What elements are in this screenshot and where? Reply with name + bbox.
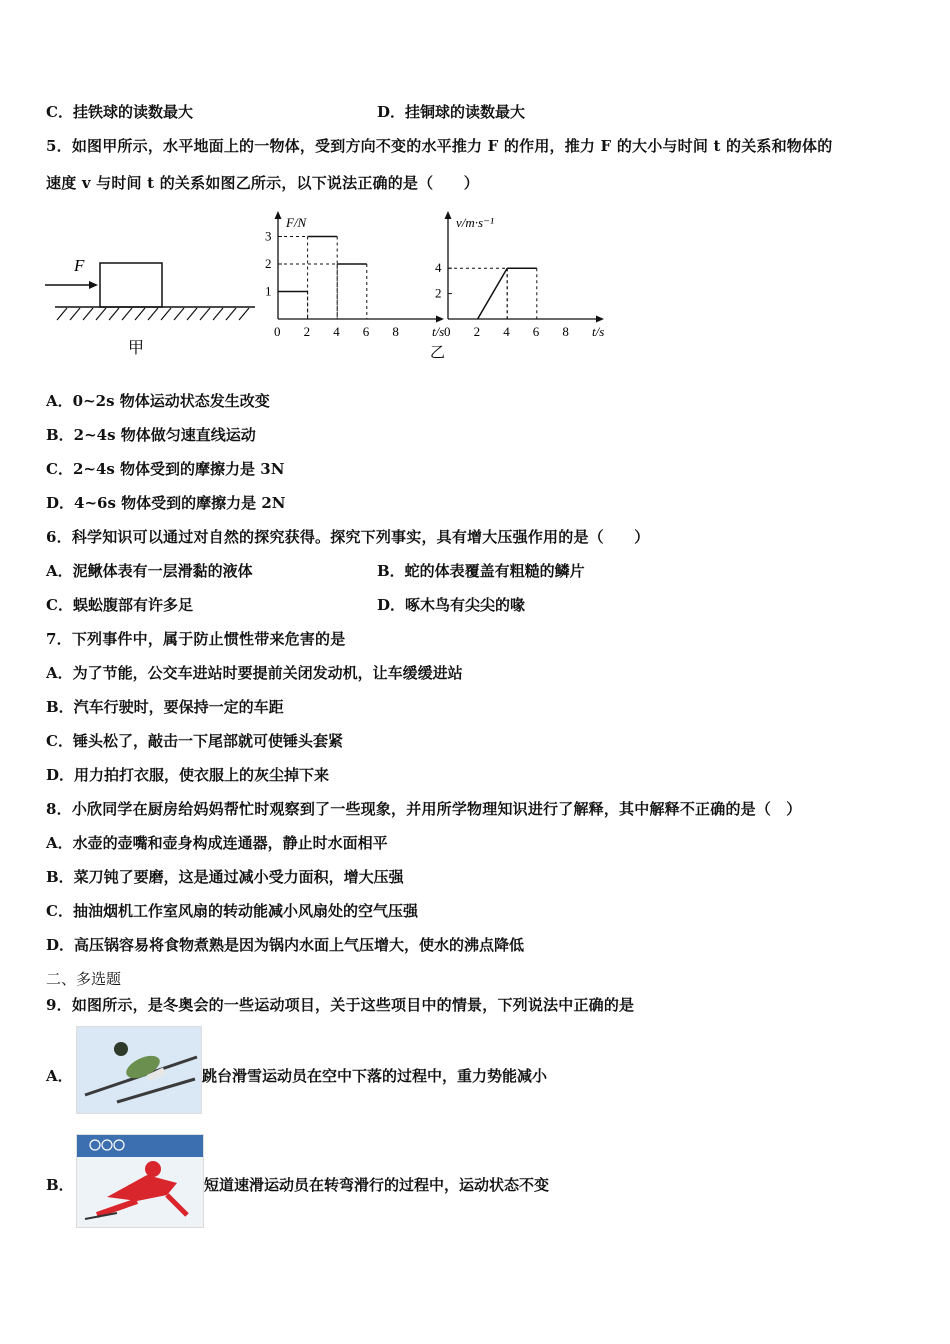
y-axis-arrow — [445, 211, 452, 219]
q7-option-a: A．为了节能，公交车进站时要提前关闭发动机，让车缓缓进站 — [46, 664, 463, 682]
x-tick-label: 2 — [473, 324, 481, 339]
x-tick-label: 0 — [444, 324, 451, 339]
q8-stem: 8．小欣同学在厨房给妈妈帮忙时观察到了一些现象，并用所学物理知识进行了解释，其中解释不正确的是（ ） — [46, 800, 802, 818]
q6-option-d: D．啄木鸟有尖尖的喙 — [377, 596, 526, 614]
ground-hatch — [57, 308, 249, 320]
ski-jumper-image — [77, 1027, 201, 1113]
q5-figure — [40, 205, 620, 365]
x-axis-label: t/s — [432, 324, 445, 339]
speed-skating-photo — [76, 1134, 204, 1228]
x-axis-arrow — [596, 316, 604, 323]
skater-helmet — [145, 1161, 161, 1177]
q7-stem: 7．下列事件中，属于防止惯性带来危害的是 — [46, 630, 346, 648]
jia-label: 甲 — [128, 340, 145, 357]
ski-jump-photo — [76, 1026, 202, 1114]
yi-label: 乙 — [430, 345, 446, 361]
q6-stem: 6．科学知识可以通过对自然的探究获得。探究下列事实，具有增大压强作用的是（ ） — [46, 528, 650, 546]
figure-jia — [45, 256, 255, 357]
q7-option-d: D．用力拍打衣服，使衣服上的灰尘掉下来 — [46, 766, 330, 784]
q5-option-d: D．4~6s 物体受到的摩擦力是 2N — [46, 494, 286, 512]
q9-option-a-letter: A． — [46, 1067, 73, 1085]
x-tick-label: 0 — [274, 324, 281, 339]
x-tick-label: 4 — [333, 324, 340, 339]
q5-stem-line1: 5．如图甲所示，水平地面上的一物体，受到方向不变的水平推力 F 的作用，推力 F 的大小与时间 t 的关系和物体的 — [46, 137, 833, 155]
block — [100, 263, 162, 307]
q7-option-b: B．汽车行驶时，要保持一定的车距 — [46, 698, 284, 716]
q5-option-a: A．0~2s 物体运动状态发生改变 — [46, 392, 270, 410]
q8-option-d: D．高压锅容易将食物煮熟是因为锅内水面上气压增大，使水的沸点降低 — [46, 936, 525, 954]
y-axis-label: F/N — [286, 215, 307, 230]
force-label: F — [74, 256, 85, 275]
force-arrowhead — [89, 281, 98, 289]
y-axis-label: v/m·s⁻¹ — [456, 215, 494, 230]
x-tick-label: 8 — [392, 324, 399, 339]
q6-option-c: C．蜈蚣腹部有许多足 — [46, 596, 193, 614]
x-tick-label: 2 — [303, 324, 311, 339]
f-t-graph — [265, 211, 444, 339]
q8-option-c: C．抽油烟机工作室风扇的转动能减小风扇处的空气压强 — [46, 902, 418, 920]
q9-option-a-text: 跳台滑雪运动员在空中下落的过程中，重力势能减小 — [202, 1067, 548, 1085]
q6-option-a: A．泥鳅体表有一层滑黏的液体 — [46, 562, 253, 580]
x-axis-arrow — [436, 316, 444, 323]
x-axis-label: t/s — [592, 324, 605, 339]
y-tick-label: 3 — [265, 228, 272, 244]
v-t-graph — [435, 211, 604, 339]
q5-stem-line2: 速度 v 与时间 t 的关系如图乙所示，以下说法正确的是（ ） — [46, 174, 479, 192]
q9-stem: 9．如图所示，是冬奥会的一些运动项目，关于这些项目中的情景，下列说法中正确的是 — [46, 996, 635, 1014]
q5-option-b: B．2~4s 物体做匀速直线运动 — [46, 426, 256, 444]
x-tick-label: 6 — [362, 324, 370, 339]
q9-option-b-letter: B． — [46, 1176, 74, 1194]
x-tick-label: 6 — [532, 324, 540, 339]
section-heading: 二、多选题 — [46, 970, 122, 988]
q5-option-c: C．2~4s 物体受到的摩擦力是 3N — [46, 460, 285, 478]
y-axis-arrow — [275, 211, 282, 219]
q4-option-c: C．挂铁球的读数最大 — [46, 103, 193, 121]
jumper-helmet — [114, 1042, 128, 1056]
q7-option-c: C．锤头松了，敲击一下尾部就可使锤头套紧 — [46, 732, 343, 750]
speed-skater-image — [77, 1135, 203, 1227]
x-tick-label: 4 — [503, 324, 510, 339]
y-tick-label: 2 — [435, 285, 442, 301]
data-segment — [478, 268, 508, 319]
q9-option-b-text: 短道速滑运动员在转弯滑行的过程中，运动状态不变 — [204, 1176, 550, 1194]
q8-option-b: B．菜刀钝了要磨，这是通过减小受力面积，增大压强 — [46, 868, 404, 886]
q4-option-d: D．挂铜球的读数最大 — [377, 103, 526, 121]
q6-option-b: B．蛇的体表覆盖有粗糙的鳞片 — [377, 562, 585, 580]
x-tick-label: 8 — [562, 324, 569, 339]
q8-option-a: A．水壶的壶嘴和壶身构成连通器，静止时水面相平 — [46, 834, 388, 852]
y-tick-label: 4 — [435, 260, 442, 276]
y-tick-label: 2 — [265, 256, 272, 271]
rink-wall — [77, 1135, 203, 1157]
y-tick-label: 1 — [265, 283, 272, 299]
